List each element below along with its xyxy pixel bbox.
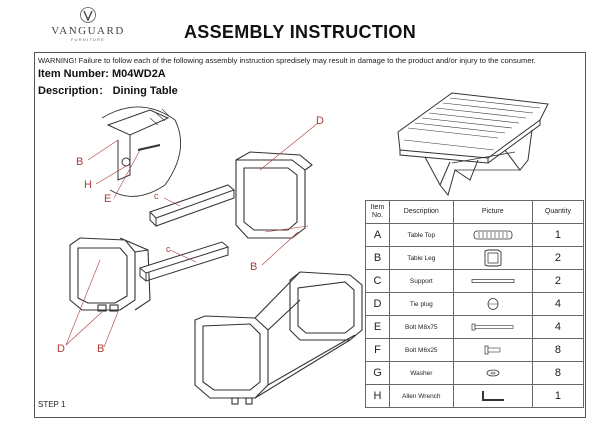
part-quantity: 8 [532,362,583,385]
table-row [366,316,584,339]
part-quantity: 1 [532,224,583,247]
table-row [366,247,584,270]
description-label: Description： [38,85,110,97]
part-description: Allen Wrench [389,385,453,408]
part-description: Bolt M8x75 [389,316,453,339]
callout-h: H [84,179,92,191]
brand-subtitle: FURNITURE [71,37,105,42]
callout-d-lower: D [57,343,65,355]
part-quantity: 4 [532,293,583,316]
assembled-frame-illustration [195,272,362,404]
callout-b-detail: B [76,156,84,168]
finished-table-illustration [398,93,548,195]
header-quantity: Quantity [532,201,583,224]
description-value: Dining Table [112,85,178,97]
callout-e: E [104,193,112,205]
brand-name: VANGUARD [51,25,125,37]
part-picture [453,293,532,316]
callout-c-upper: c [154,191,159,201]
part-quantity: 2 [532,247,583,270]
step-label: STEP 1 [38,400,66,409]
part-quantity: 4 [532,316,583,339]
part-item: G [366,362,390,385]
allen-wrench-icon [480,389,506,403]
right-leg-illustration [236,152,312,238]
part-item: C [366,270,390,293]
header-description: Description [389,201,453,224]
table-row [366,270,584,293]
callout-d-upper: D [316,115,324,127]
table-row [366,339,584,362]
part-quantity: 1 [532,385,583,408]
support-bar-icon [471,278,515,284]
tie-plug-icon [485,297,501,311]
detail-view-illustration [102,107,181,196]
parts-table-header [366,201,584,224]
part-item: F [366,339,390,362]
parts-table [365,200,584,408]
part-item: B [366,247,390,270]
left-leg-illustration [70,238,150,311]
part-item: H [366,385,390,408]
part-picture [453,316,532,339]
short-bolt-icon [484,345,502,355]
part-picture [453,247,532,270]
part-picture [453,270,532,293]
part-item: A [366,224,390,247]
callout-b-left: B [97,343,105,355]
part-picture [453,224,532,247]
part-picture [453,339,532,362]
part-item: E [366,316,390,339]
item-number-value: M04WD2A [111,68,166,80]
table-row [366,224,584,247]
part-description: Table Top [389,224,453,247]
part-picture [453,385,532,408]
table-row [366,385,584,408]
part-description: Table Leg [389,247,453,270]
header-item-no: Item No. [366,201,390,224]
callout-b-right: B [250,261,258,273]
part-description: Support [389,270,453,293]
part-picture [453,362,532,385]
part-description: Washer [389,362,453,385]
part-description: Bolt M6x25 [389,339,453,362]
long-bolt-icon [471,323,515,331]
washer-icon [486,369,500,377]
part-description: Tie plug [389,293,453,316]
table-top-icon [473,230,513,240]
table-leg-icon [483,249,503,267]
warning-text: WARNING! Failure to follow each of the following assembly instruction spredisely may result in damage to the product and/or injury to the consumer. [38,56,536,65]
table-row [366,362,584,385]
table-row [366,293,584,316]
part-quantity: 2 [532,270,583,293]
header-picture: Picture [453,201,532,224]
page-title: ASSEMBLY INSTRUCTION [183,22,417,42]
item-number-label: Item Number: [38,68,109,80]
part-item: D [366,293,390,316]
part-quantity: 8 [532,339,583,362]
callout-c-lower: c [166,244,171,254]
